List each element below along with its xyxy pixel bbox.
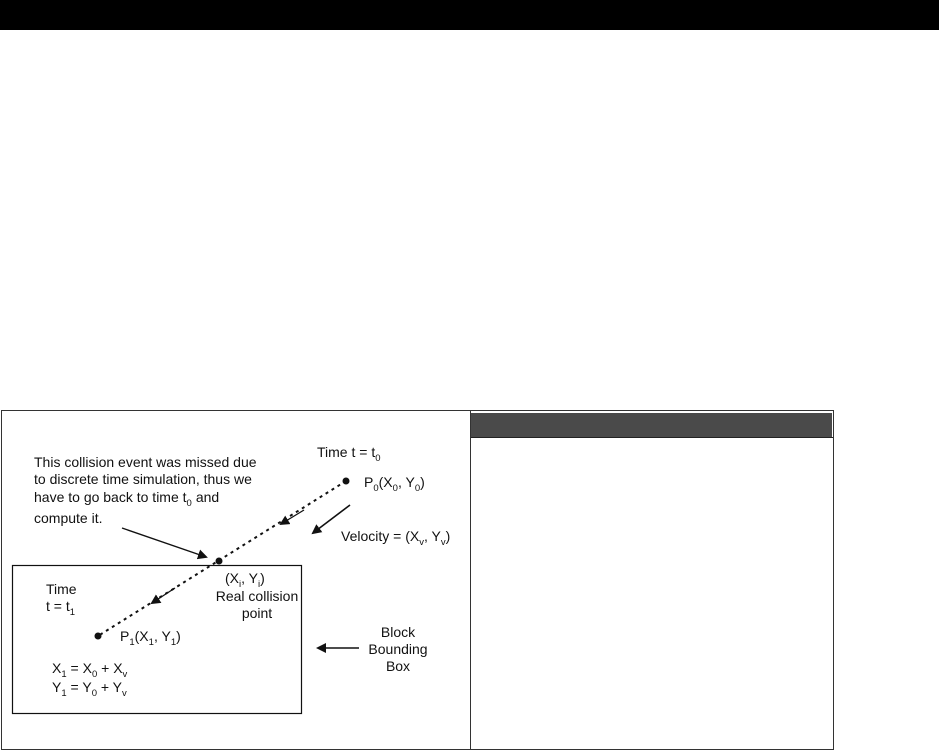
collision-point-label-1: Real collision	[215, 588, 299, 604]
p0-label: $P_0(X_0$, $Y_0$)	[364, 474, 425, 494]
right-panel-header	[471, 413, 832, 437]
collision-point-coords: ($X_i$, $Y_i$)	[225, 570, 265, 590]
equation-x1: $X_1 = X_0 + X_v$	[52, 660, 128, 680]
time-t1-label-1: Time	[46, 581, 77, 597]
time-t1-label-2: $t = t_1$	[46, 598, 76, 618]
missed-note-line-3: have to go back to time $t_0$ and	[34, 489, 220, 509]
missed-note-line-1: This collision event was missed due	[34, 454, 257, 470]
point-p0	[343, 478, 350, 485]
missed-note-line-4: compute it.	[34, 510, 103, 526]
equation-y1: $Y_1 = Y_0 + Y_v$	[52, 679, 127, 699]
missed-note-line-2: to discrete time simulation, thus we	[34, 471, 252, 487]
direction-arrow-upper	[281, 510, 304, 524]
direction-arrow-lower	[152, 588, 175, 603]
point-collision	[216, 558, 223, 565]
collision-point-label-2: point	[241, 605, 273, 621]
bounding-box-label-1: Block	[380, 624, 416, 640]
p1-label: $P_1(X_1$, $Y_1$)	[120, 628, 181, 648]
point-p1	[95, 633, 102, 640]
bounding-box-label-3: Box	[385, 658, 411, 674]
time-t0-label: Time $t = t_0$	[317, 444, 381, 464]
bounding-box-label-2: Bounding	[368, 641, 428, 657]
missed-note-arrow	[122, 528, 206, 557]
velocity-label: Velocity = ($X_v$, $Y_v$)	[341, 528, 451, 548]
